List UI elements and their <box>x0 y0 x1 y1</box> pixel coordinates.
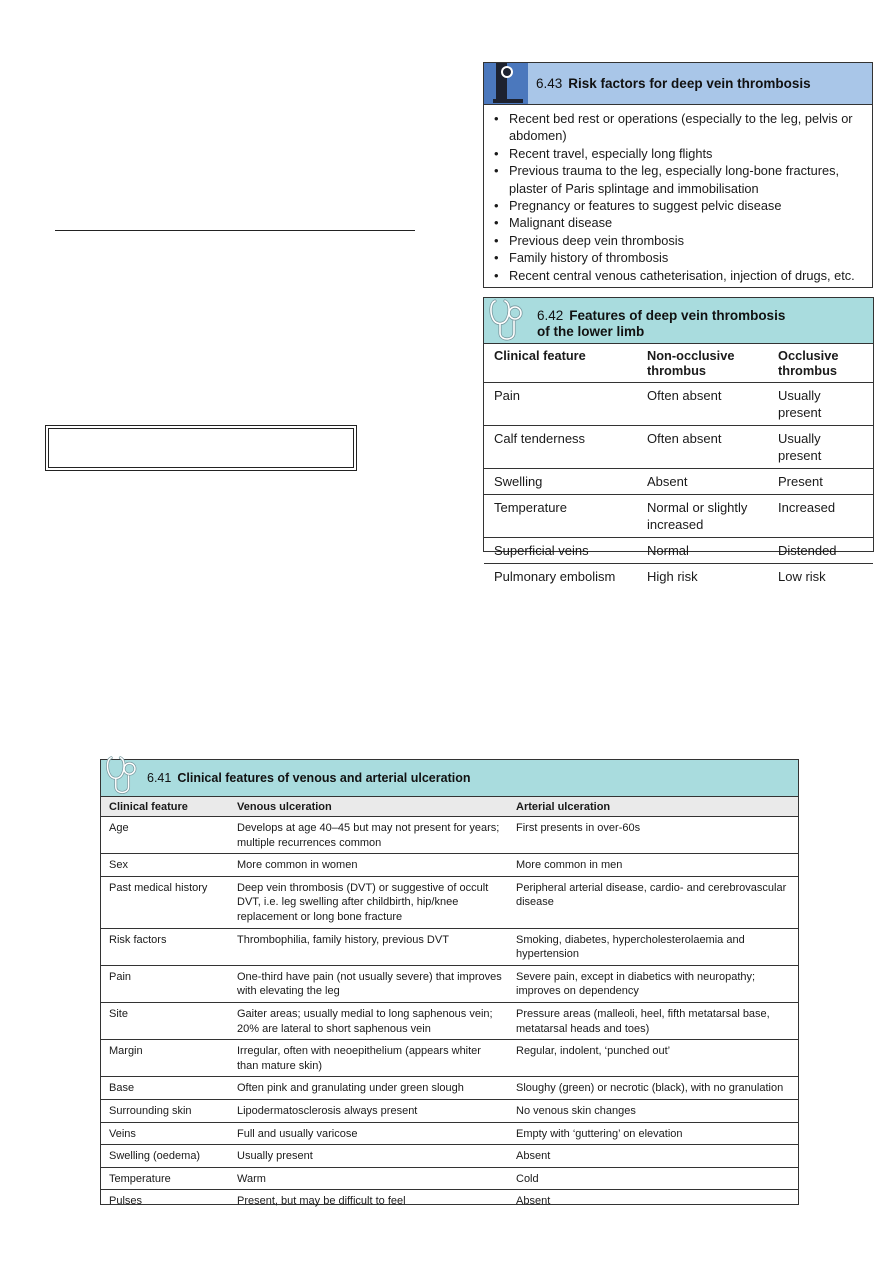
column-header: Occlusive thrombus <box>768 344 873 383</box>
table-row <box>101 817 798 854</box>
table-row <box>101 1040 798 1077</box>
table-cell: Absent <box>637 469 768 495</box>
box-title: 6.41 Clinical features of venous and arterial ulceration <box>147 771 471 785</box>
table-cell: Empty with ‘guttering’ on elevation <box>508 1122 798 1145</box>
column-header: Venous ulceration <box>229 797 508 817</box>
table-cell: Normal or slightly increased <box>637 495 768 538</box>
table-cell: Often pink and granulating under green slough <box>229 1077 508 1100</box>
table-cell: Cold <box>508 1167 798 1190</box>
column-header: Clinical feature <box>484 344 637 383</box>
table-cell: Pain <box>484 383 637 426</box>
table-cell: Surrounding skin <box>101 1099 229 1122</box>
table-row <box>484 495 873 538</box>
table-cell: Sex <box>101 854 229 877</box>
list-item: • Recent travel, especially long flights <box>492 145 866 162</box>
info-icon <box>484 63 528 104</box>
table-cell: Usually present <box>768 383 873 426</box>
table-cell: Pulses <box>109 1195 143 1208</box>
table-cell: Sloughy (green) or necrotic (black), with no granulation <box>508 1077 798 1100</box>
table-row <box>101 1190 798 1212</box>
box-header <box>484 298 873 344</box>
table-header-row <box>484 344 873 383</box>
column-header: Non-occlusive thrombus <box>637 344 768 383</box>
table-cell: Pressure areas (malleoli, heel, fifth metatarsal base, metatarsal heads and toes) <box>508 1002 798 1039</box>
table-cell: Often absent <box>637 426 768 469</box>
stethoscope-icon <box>103 754 145 798</box>
table-cell: Normal <box>637 538 768 564</box>
box-header <box>484 63 872 105</box>
list-item: • Malignant disease <box>492 214 866 231</box>
table-cell: Absent <box>516 1195 551 1208</box>
table-cell: Peripheral arterial disease, cardio- and cerebrovascular disease <box>508 876 798 928</box>
empty-double-border-box <box>45 425 357 471</box>
table-cell: Low risk <box>778 569 826 584</box>
table-cell: More common in women <box>229 854 508 877</box>
table-cell: Irregular, often with neoepithelium (appears whiter than mature skin) <box>229 1040 508 1077</box>
table-cell: Regular, indolent, ‘punched out’ <box>508 1040 798 1077</box>
table-cell: Swelling (oedema) <box>101 1145 229 1168</box>
column-header: Arterial ulceration <box>508 797 798 817</box>
table-row <box>101 928 798 965</box>
table-row <box>101 1167 798 1190</box>
box-header <box>101 760 798 797</box>
box-title: 6.42 Features of deep vein thrombosis of the lower limb <box>537 308 786 339</box>
table-cell: Present, but may be difficult to feel <box>237 1195 406 1208</box>
box-6-43-risk-factors <box>483 62 873 288</box>
table-cell: More common in men <box>508 854 798 877</box>
table-row <box>484 469 873 495</box>
table-cell: Age <box>101 817 229 854</box>
horizontal-rule <box>55 230 415 231</box>
table-row <box>484 538 873 564</box>
table-cell: Lipodermatosclerosis always present <box>229 1099 508 1122</box>
risk-factor-list <box>484 105 872 284</box>
table-cell: Deep vein thrombosis (DVT) or suggestive of occult DVT, i.e. leg swelling after childbirth, hip/knee replacement or long bone fracture <box>229 876 508 928</box>
table-cell: High risk <box>647 569 698 584</box>
table-cell: Absent <box>508 1145 798 1168</box>
table-cell: Base <box>101 1077 229 1100</box>
stethoscope-icon <box>486 297 532 345</box>
table-cell: Full and usually varicose <box>229 1122 508 1145</box>
table-cell: Smoking, diabetes, hypercholesterolaemia and hypertension <box>508 928 798 965</box>
ulceration-table <box>101 797 798 1212</box>
table-cell: Distended <box>768 538 873 564</box>
table-row <box>484 564 873 590</box>
table-cell: Past medical history <box>101 876 229 928</box>
table-cell: One-third have pain (not usually severe) that improves with elevating the leg <box>229 965 508 1002</box>
box-6-41-ulceration <box>100 759 799 1208</box>
table-cell: Superficial veins <box>484 538 637 564</box>
table-row <box>101 876 798 928</box>
list-item: • Previous trauma to the leg, especially long-bone fractures, plaster of Paris splintage and immobilisation <box>492 162 866 197</box>
table-cell: Often absent <box>637 383 768 426</box>
table-cell: Veins <box>101 1122 229 1145</box>
table-cell: No venous skin changes <box>508 1099 798 1122</box>
dvt-features-table <box>484 344 873 589</box>
table-row <box>484 426 873 469</box>
table-cell: Margin <box>101 1040 229 1077</box>
table-header-row <box>101 797 798 817</box>
list-item: • Recent bed rest or operations (especially to the leg, pelvis or abdomen) <box>492 110 866 145</box>
list-item: • Recent central venous catheterisation, injection of drugs, etc. <box>492 267 866 284</box>
table-row <box>101 1002 798 1039</box>
table-cell: Risk factors <box>101 928 229 965</box>
list-item: • Pregnancy or features to suggest pelvic disease <box>492 197 866 214</box>
table-cell: Present <box>768 469 873 495</box>
table-cell: Severe pain, except in diabetics with neuropathy; improves on dependency <box>508 965 798 1002</box>
table-cell: Gaiter areas; usually medial to long saphenous vein; 20% are lateral to short saphenous vein <box>229 1002 508 1039</box>
table-cell: Pain <box>101 965 229 1002</box>
table-cell: First presents in over-60s <box>508 817 798 854</box>
table-row <box>101 1099 798 1122</box>
box-title: 6.43 Risk factors for deep vein thrombosis <box>536 76 811 91</box>
table-row <box>101 1077 798 1100</box>
table-cell: Increased <box>768 495 873 538</box>
table-cell: Usually present <box>768 426 873 469</box>
table-cell: Temperature <box>101 1167 229 1190</box>
table-row <box>484 383 873 426</box>
box-6-42-dvt-features <box>483 297 874 584</box>
table-row <box>101 965 798 1002</box>
table-cell: Temperature <box>484 495 637 538</box>
table-cell: Calf tenderness <box>484 426 637 469</box>
table-row <box>101 1145 798 1168</box>
list-item: • Previous deep vein thrombosis <box>492 232 866 249</box>
table-cell: Swelling <box>484 469 637 495</box>
table-cell: Thrombophilia, family history, previous DVT <box>229 928 508 965</box>
table-row <box>101 1122 798 1145</box>
table-cell: Warm <box>229 1167 508 1190</box>
table-row <box>101 854 798 877</box>
table-cell: Pulmonary embolism <box>494 569 616 584</box>
table-cell: Site <box>101 1002 229 1039</box>
column-header: Clinical feature <box>101 797 229 817</box>
list-item: • Family history of thrombosis <box>492 249 866 266</box>
table-cell: Develops at age 40–45 but may not present for years; multiple recurrences common <box>229 817 508 854</box>
table-cell: Usually present <box>229 1145 508 1168</box>
